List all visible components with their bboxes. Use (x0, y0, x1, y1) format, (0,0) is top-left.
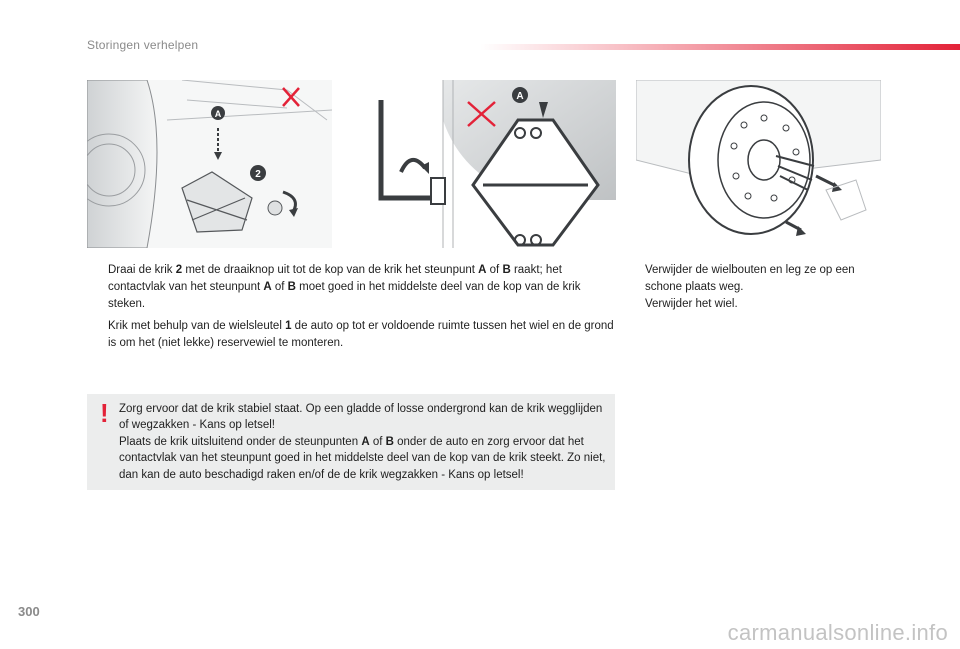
warning-text (119, 401, 607, 483)
wheel-removal-drawing (636, 80, 881, 248)
jack-positioning-drawing (87, 80, 332, 248)
illustration-jack-crank (373, 80, 616, 248)
header-accent-bar (480, 44, 960, 50)
marker-a-label: A (516, 91, 524, 102)
jack-crank-drawing (373, 80, 616, 248)
instruction-step-2 (87, 318, 615, 352)
illustration-wheel-removal (636, 80, 881, 248)
warning-line-2: Plaats de krik uitsluitend onder de steunpunten A of B onder de auto en zorg ervoor dat het contactvlak van het steunpunt goed in het middelste deel van de kop van de krik steekt. Zo niet, dan kan de auto beschadigd raken en/of de de krik wegzakken - Kans op letsel! (119, 435, 606, 481)
warning-line-1: Zorg ervoor dat de krik stabiel staat. Op een gladde of losse ondergrond kan de krik wegglijden of wegzakken - Kans op letsel! (119, 403, 603, 432)
marker-a-label: A (214, 109, 222, 119)
watermark: carmanualsonline.info (727, 620, 948, 645)
instruction-step-4-text: Verwijder het wiel. (645, 298, 738, 310)
page-number: 300 (18, 604, 40, 619)
instruction-step-3 (624, 262, 894, 296)
instruction-step-2-text: Krik met behulp van de wielsleutel 1 de auto op tot er voldoende ruimte tussen het wiel en de grond is om het (niet lekke) reservewiel te monteren. (108, 320, 614, 349)
illustration-jack-positioning (87, 80, 332, 248)
marker-2-label: 2 (255, 169, 261, 180)
instruction-step-3-text: Verwijder de wielbouten en leg ze op een schone plaats weg. (645, 264, 855, 293)
instruction-step-1 (87, 262, 615, 313)
section-title: Storingen verhelpen (87, 38, 199, 52)
warning-box (87, 394, 615, 490)
instruction-step-1-text: Draai de krik 2 met de draaiknop uit tot de kop van de krik het steunpunt A of B raakt; het contactvlak van het steunpunt A of B moet goed in het middelste deel van de kop van de krik steken. (108, 264, 581, 310)
instruction-step-4 (624, 296, 894, 313)
exclamation-icon: ! (100, 398, 109, 428)
